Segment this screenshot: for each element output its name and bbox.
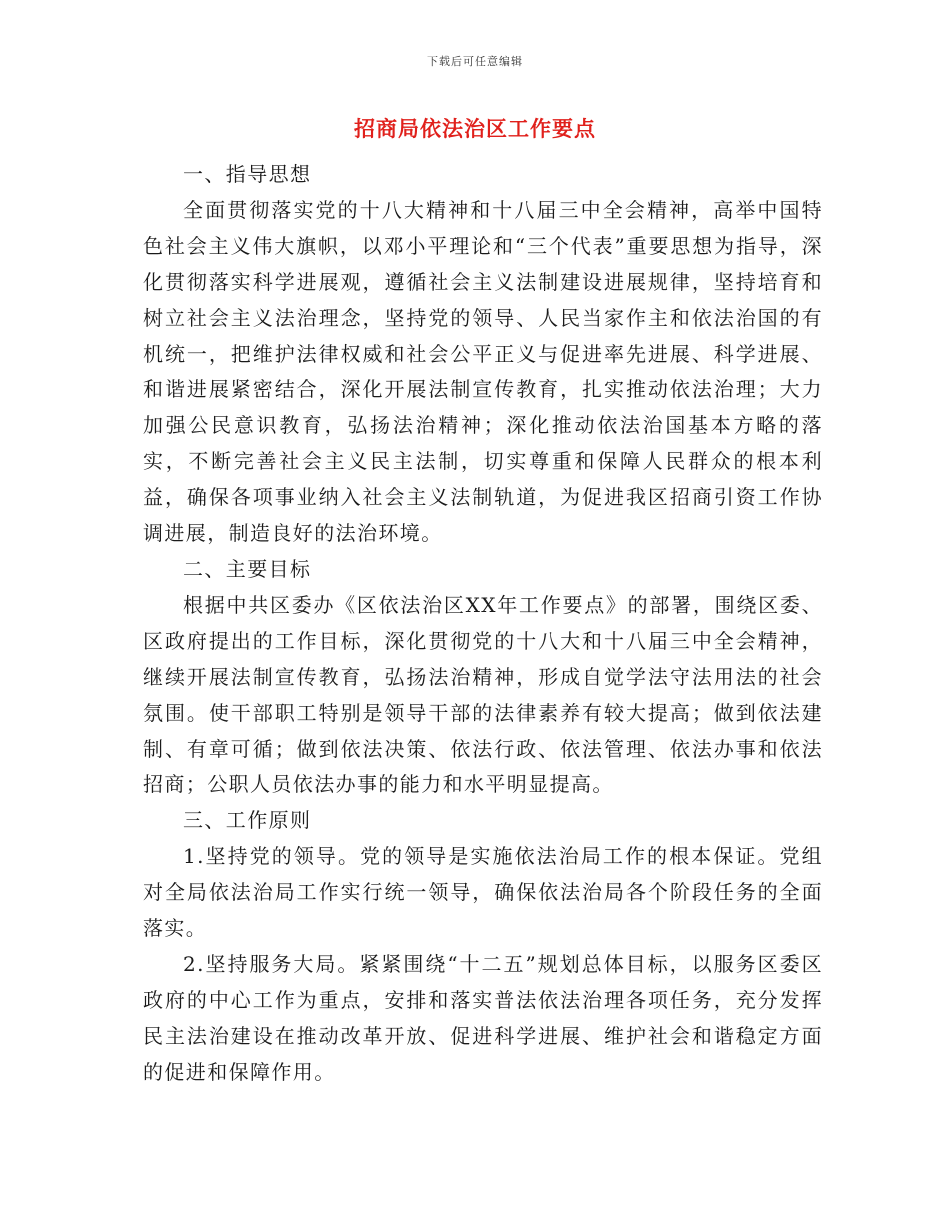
paragraph-goals: 根据中共区委办《区依法治区XX年工作要点》的部署，围绕区委、区政府提出的工作目标，深化贯彻党的十八大和十八届三中全会精神，继续开展法制宣传教育，弘扬法治精神，形成自觉学法守法用法的社会氛围。使干部职工特别是领导干部的法律素养有较大提高；做到依法建制、有章可循；做到依法决策、依法行政、依法管理、依法办事和依法招商；公职人员依法办事的能力和水平明显提高。 (143, 592, 823, 797)
paragraph-guiding: 全面贯彻落实党的十八大精神和十八届三中全会精神，高举中国特色社会主义伟大旗帜，以邓小平理论和“三个代表”重要思想为指导，深化贯彻落实科学进展观，遵循社会主义法制建设进展规律，坚持培育和树立社会主义法治理念，坚持党的领导、人民当家作主和依法治国的有机统一，把维护法律权威和社会公平正义与促进率先进展、科学进展、和谐进展紧密结合，深化开展法制宣传教育，扎实推动依法治理；大力加强公民意识教育，弘扬法治精神；深化推动依法治国基本方略的落实，不断完善社会主义民主法制，切实尊重和保障人民群众的根本利益，确保各项事业纳入社会主义法制轨道，为促进我区招商引资工作协调进展，制造良好的法治环境。 (143, 197, 823, 546)
header-note: 下载后可任意编辑 (427, 55, 523, 68)
section-heading-principles: 三、工作原则 (183, 808, 312, 833)
document-body (143, 157, 823, 1091)
section-heading-goals: 二、主要目标 (183, 556, 312, 581)
paragraph-principle-1: 1.坚持党的领导。党的领导是实施依法治局工作的根本保证。党组对全局依法治局工作实行统一领导，确保依法治局各个阶段任务的全面落实。 (143, 844, 823, 941)
section-heading-guiding: 一、指导思想 (183, 162, 312, 186)
document-title: 招商局依法治区工作要点 (354, 116, 596, 141)
paragraph-principle-2: 2.坚持服务大局。紧紧围绕“十二五”规划总体目标，以服务区委区政府的中心工作为重点，安排和落实普法依法治理各项任务，充分发挥民主法治建设在推动改革开放、促进科学进展、维护社会和谐稳定方面的促进和保障作用。 (143, 951, 823, 1084)
